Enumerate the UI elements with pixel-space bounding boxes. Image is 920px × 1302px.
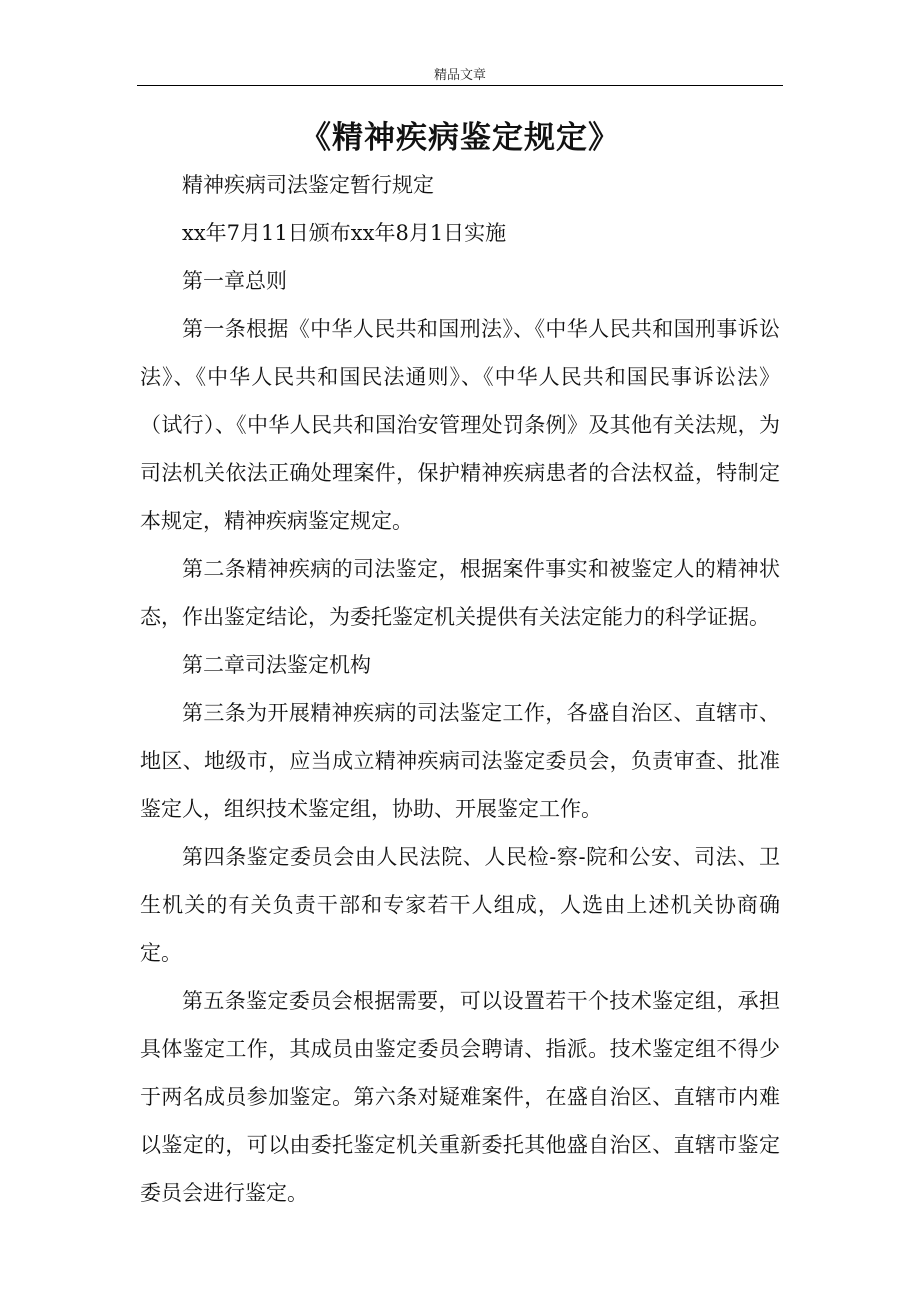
chapter-heading-1: 第一章总则	[182, 269, 287, 293]
article-4: 第四条鉴定委员会由人民法院、人民检-察-院和公安、司法、卫生机关的有关负责干部和专家若干人组成，人选由上述机关协商确定。	[140, 845, 780, 965]
article-2: 第二条精神疾病的司法鉴定，根据案件事实和被鉴定人的精神状态，作出鉴定结论，为委托鉴定机关提供有关法定能力的科学证据。	[140, 557, 780, 629]
paragraph-subtitle: 精神疾病司法鉴定暂行规定	[182, 173, 434, 197]
document-body	[140, 161, 780, 1217]
header-divider	[137, 85, 783, 86]
article-5-6: 第五条鉴定委员会根据需要，可以设置若干个技术鉴定组，承担具体鉴定工作，其成员由鉴定委员会聘请、指派。技术鉴定组不得少于两名成员参加鉴定。第六条对疑难案件，在盛自治区、直辖市内难以鉴定的，可以由委托鉴定机关重新委托其他盛自治区、直辖市鉴定委员会进行鉴定。	[140, 989, 780, 1205]
document-title: 《精神疾病鉴定规定》	[300, 120, 620, 156]
article-3: 第三条为开展精神疾病的司法鉴定工作，各盛自治区、直辖市、地区、地级市，应当成立精神疾病司法鉴定委员会，负责审查、批准鉴定人，组织技术鉴定组，协助、开展鉴定工作。	[140, 701, 780, 821]
paragraph-dates: xx年7月11日颁布xx年8月1日实施	[182, 221, 507, 245]
chapter-heading-2: 第二章司法鉴定机构	[182, 653, 371, 677]
article-1: 第一条根据《中华人民共和国刑法》、《中华人民共和国刑事诉讼法》、《中华人民共和国民法通则》、《中华人民共和国民事诉讼法》（试行）、《中华人民共和国治安管理处罚条例》及其他有关法规，为司法机关依法正确处理案件，保护精神疾病患者的合法权益，特制定本规定，精神疾病鉴定规定。	[140, 317, 780, 533]
page-header-label: 精品文章	[433, 68, 486, 83]
